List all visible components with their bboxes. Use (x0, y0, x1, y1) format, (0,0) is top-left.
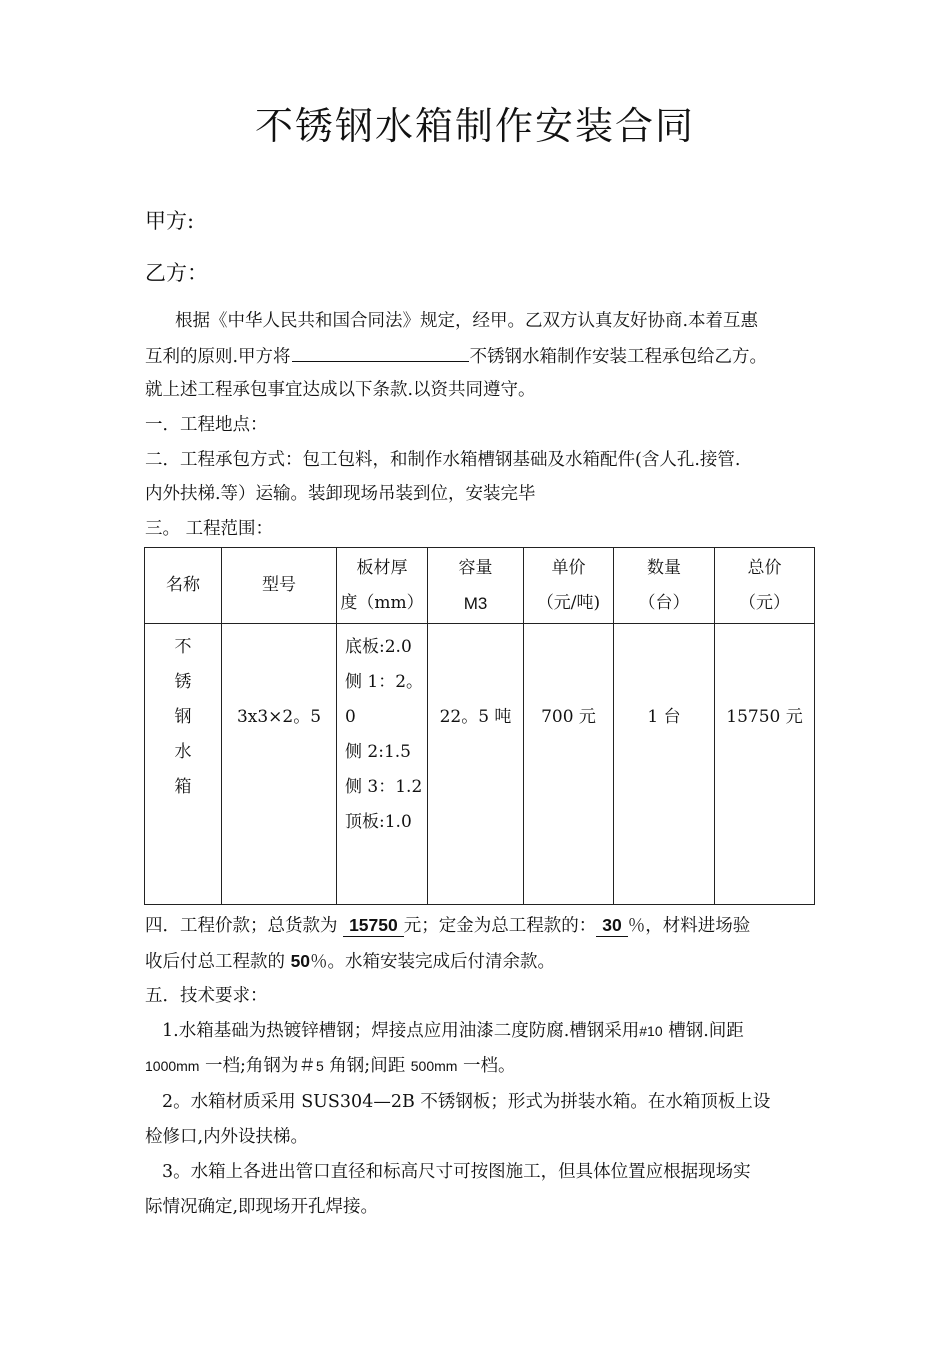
cell-model: 3x3×2。5 (222, 624, 337, 905)
intro-line-2 (145, 343, 767, 370)
header-total: 总价 （元） (715, 548, 815, 624)
cell-total: 15750 元 (715, 624, 815, 905)
tech-1-channel-size: #10 (639, 1023, 663, 1039)
tech-1-text-c: 槽钢.间距 (662, 1021, 744, 1041)
header-name: 名称 (145, 548, 222, 624)
total-amount: 15750 (343, 914, 404, 937)
clause-4-line-2 (145, 948, 555, 975)
clause-4-prefix: 四．工程价款；总货款为 (145, 916, 344, 936)
table-row (145, 624, 815, 905)
party-a-label: 甲方: (145, 209, 195, 233)
clause-2-line-1: 二．工程承包方式：包工包料，和制作水箱槽钢基础及水箱配件(含人孔.接管. (145, 450, 741, 470)
cell-name: 不 锈 钢 水 箱 (145, 624, 222, 905)
cell-capacity: 22。5 吨 (428, 624, 524, 905)
clause-4-mid: 元；定金为总工程款的： (403, 916, 597, 936)
tech-req-1-line-1 (162, 1018, 744, 1044)
clause-1-location: 一．工程地点： (145, 415, 268, 435)
header-thickness: 板材厚 度（mm） (337, 548, 428, 624)
tech-1-text-i: 一档。 (457, 1056, 516, 1076)
tech-req-3-line-2: 际情况确定,即现场开孔焊接。 (145, 1197, 379, 1217)
intro-line-2-start: 互利的原则.甲方将 (145, 347, 291, 367)
scope-table (144, 547, 815, 905)
cell-unit-price: 700 元 (524, 624, 614, 905)
clause-4-suffix: ％，材料进场验 (627, 916, 751, 936)
tech-1-text-a: 1.水箱基础为热镀锌槽钢；焊接点应用油漆二度防腐.槽钢采用 (162, 1021, 640, 1041)
tech-1-text-e: 一档;角钢为＃ (199, 1056, 316, 1076)
tech-req-1-line-2 (145, 1053, 516, 1079)
header-model: 型号 (222, 548, 337, 624)
tech-req-3-line-1: 3。水箱上各进出管口直径和标高尺寸可按图施工，但具体位置应根据现场实 (162, 1162, 751, 1182)
intro-line-3: 就上述工程承包事宜达成以下条款.以资共同遵守。 (145, 380, 536, 400)
document-title: 不锈钢水箱制作安装合同 (254, 104, 695, 148)
tech-1-spacing-1: 1000mm (145, 1058, 200, 1074)
intro-line-1: 根据《中华人民共和国合同法》规定，经甲。乙双方认真友好协商.本着互惠 (175, 311, 759, 331)
tech-1-text-g: 角钢;间距 (323, 1056, 411, 1076)
header-capacity: 容量 M3 (428, 548, 524, 624)
intro-line-2-end: 不锈钢水箱制作安装工程承包给乙方。 (469, 347, 768, 367)
clause-2-line-2: 内外扶梯.等）运输。装卸现场吊装到位，安装完毕 (145, 484, 536, 504)
clause-4-line-2-start: 收后付总工程款的 (145, 952, 291, 972)
cell-thickness: 底板:2.0 侧 1：2。 0 侧 2:1.5 侧 3：1.2 顶板:1.0 (337, 624, 428, 905)
table-header-row (145, 548, 815, 624)
payment-percent: 50 (290, 951, 311, 971)
header-quantity: 数量 （台） (614, 548, 715, 624)
cell-quantity: 1 台 (614, 624, 715, 905)
tech-1-angle-size: 5 (315, 1058, 324, 1074)
clause-5-heading: 五．技术要求： (145, 986, 268, 1006)
tech-req-2-line-2: 检修口,内外设扶梯。 (145, 1127, 309, 1147)
clause-4-line-2-end: ％。水箱安装完成后付清余款。 (310, 952, 556, 972)
contractor-blank (292, 343, 469, 362)
deposit-percent: 30 (596, 914, 627, 937)
party-b-label: 乙方： (145, 261, 208, 285)
tech-req-2-line-1: 2。水箱材质采用 SUS304—2B 不锈钢板；形式为拼装水箱。在水箱顶板上设 (162, 1092, 771, 1112)
header-unit-price: 单价 （元/吨) (524, 548, 614, 624)
clause-3-scope: 三。 工程范围： (145, 519, 274, 539)
clause-4-line-1 (145, 913, 750, 939)
tech-1-spacing-2: 500mm (410, 1058, 458, 1074)
